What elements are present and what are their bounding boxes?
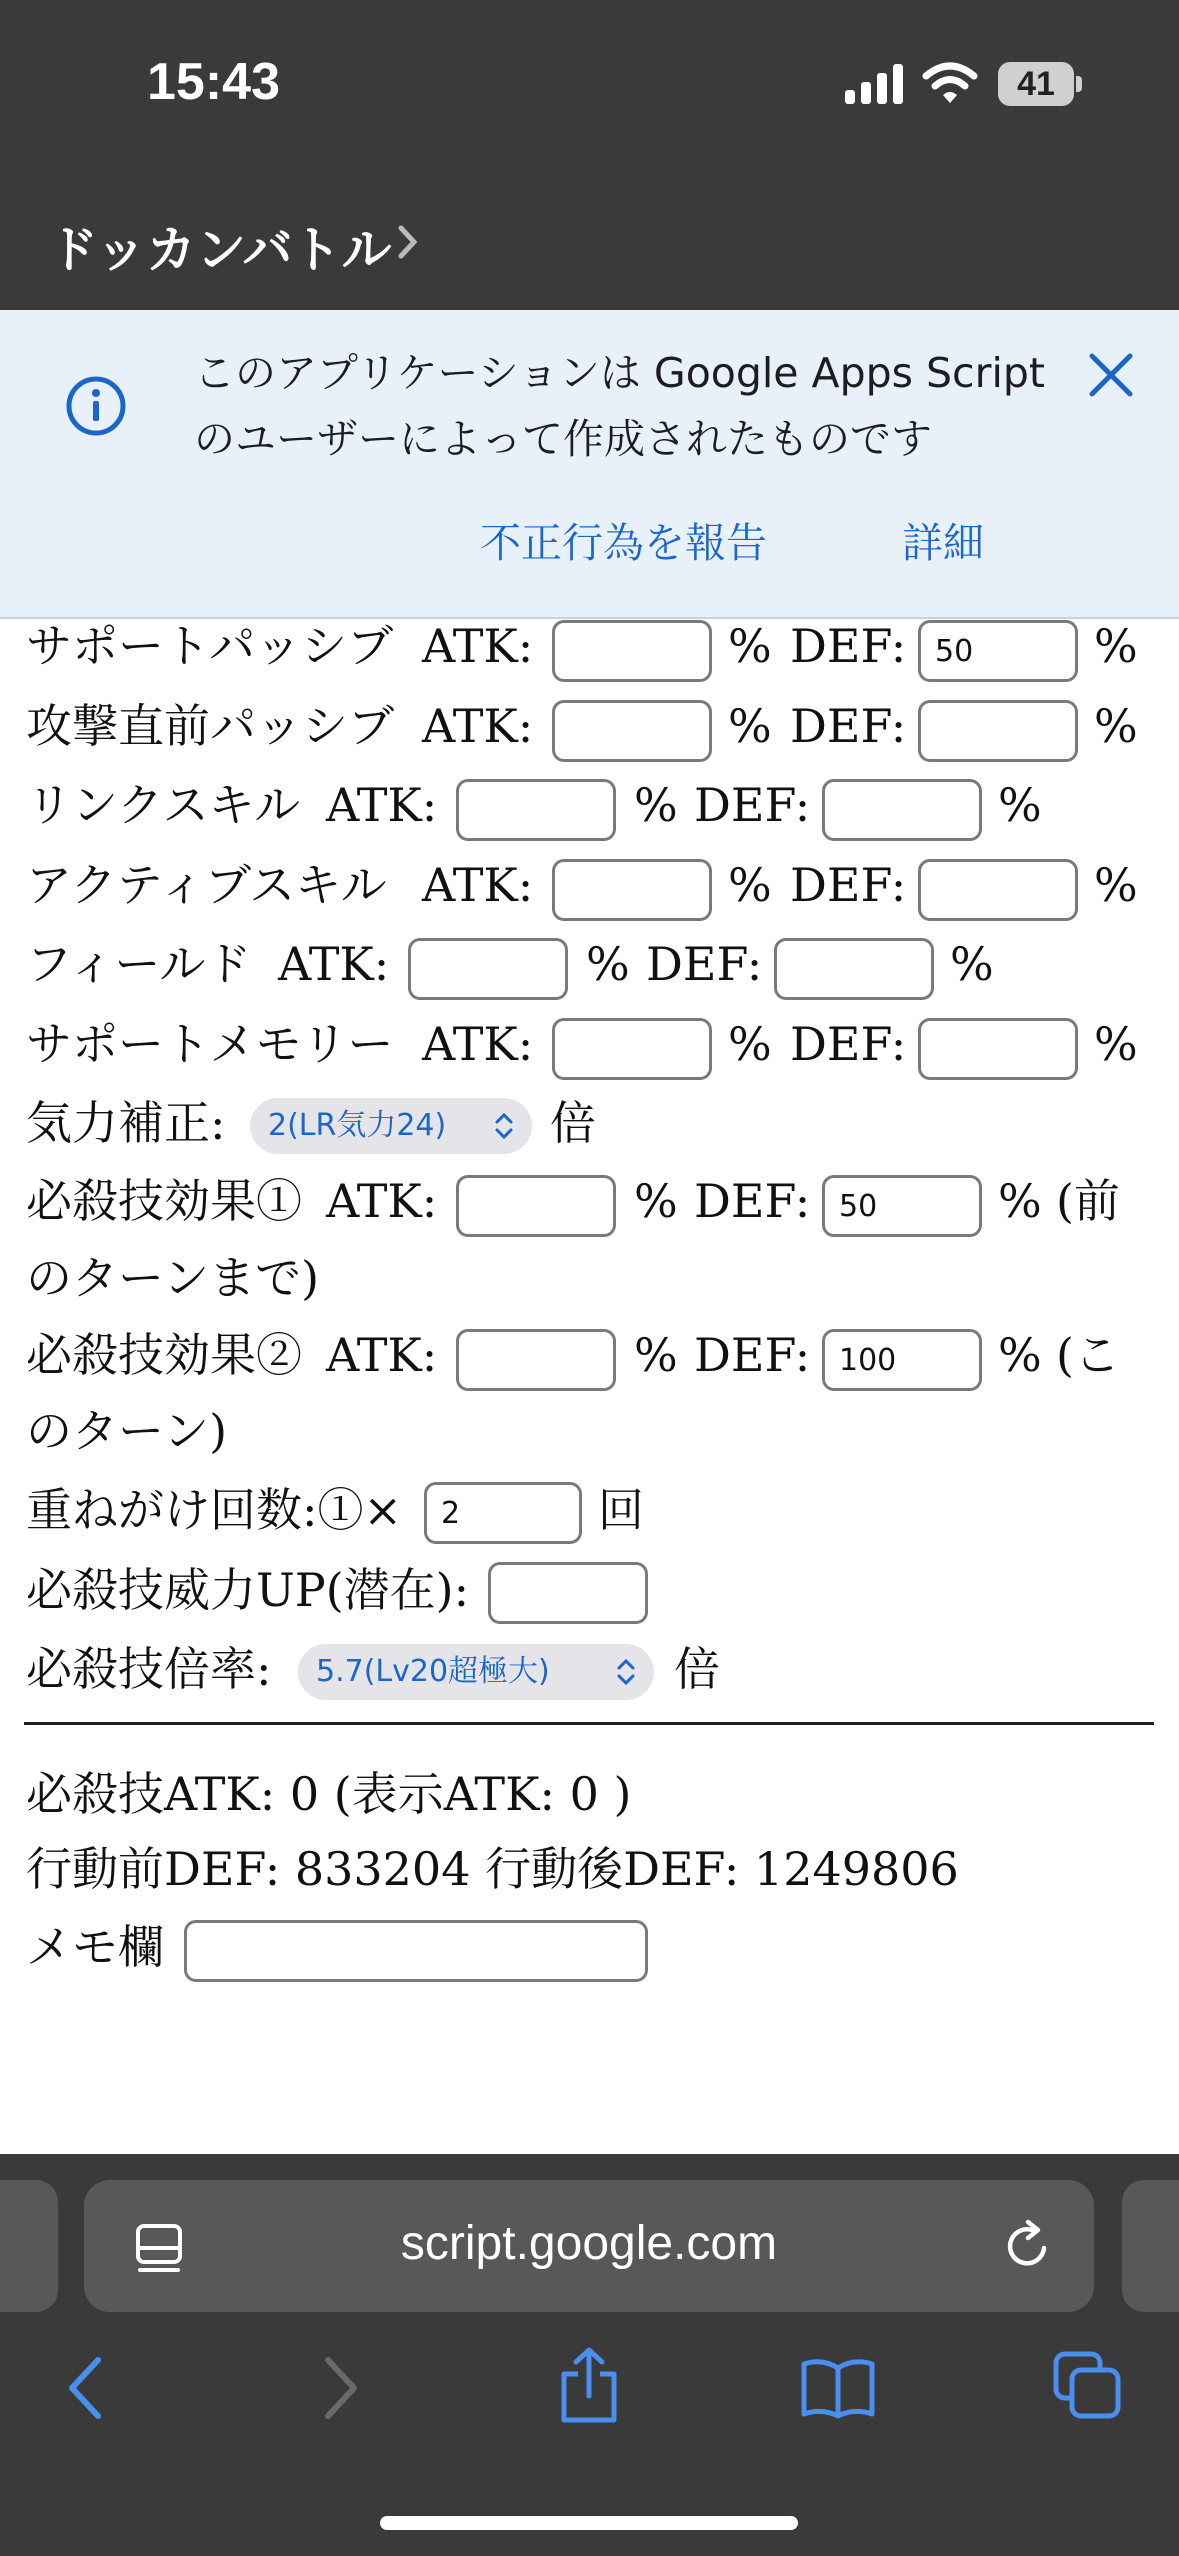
super-multiplier-value: 5.7(Lv20超極大): [316, 1654, 550, 1689]
home-indicator: [380, 2516, 798, 2530]
memo-label: メモ欄: [26, 1920, 164, 1974]
battery-indicator: 41: [998, 62, 1074, 106]
app-title[interactable]: ドッカンバトル: [48, 221, 392, 279]
super-effect-2-note-cont: のターン): [26, 1404, 228, 1458]
atk-label: ATK:: [422, 858, 534, 912]
support-passive-def-input[interactable]: [918, 620, 1078, 682]
percent-label: %: [998, 1174, 1042, 1228]
def-label: DEF:: [694, 1174, 811, 1228]
super-effect-2-label: 必殺技効果②: [26, 1328, 302, 1382]
stack-count-input[interactable]: [424, 1482, 582, 1544]
ki-correction-select[interactable]: [250, 1098, 532, 1154]
super-multiplier-label: 必殺技倍率:: [26, 1642, 272, 1696]
percent-label: %: [586, 937, 630, 991]
atk-label: ATK:: [278, 937, 390, 991]
super-effect-1-def-input[interactable]: [822, 1175, 982, 1237]
report-abuse-link[interactable]: 不正行為を報告: [480, 519, 767, 567]
support-memory-label: サポートメモリー: [26, 1017, 394, 1071]
atk-label: ATK:: [422, 699, 534, 753]
super-effect-1-label: 必殺技効果①: [26, 1174, 302, 1228]
tabs-overview-icon[interactable]: [1052, 2350, 1124, 2422]
super-effect-2-def-input[interactable]: [822, 1329, 982, 1391]
wifi-icon: [922, 62, 978, 104]
status-time: 15:43: [147, 53, 280, 111]
times-label: 倍: [550, 1096, 596, 1150]
def-label: DEF:: [694, 1328, 811, 1382]
percent-label: %: [728, 858, 772, 912]
info-icon: [64, 374, 128, 438]
pre-attack-passive-label: 攻撃直前パッシブ: [26, 699, 394, 753]
percent-label: %: [1094, 858, 1138, 912]
link-skill-label: リンクスキル: [26, 778, 301, 832]
percent-label: %: [634, 1328, 678, 1382]
support-passive-label: サポートパッシブ: [26, 619, 394, 673]
active-skill-label: アクティブスキル: [26, 858, 387, 912]
times-label: 倍: [674, 1642, 720, 1696]
active-skill-def-input[interactable]: [918, 859, 1078, 921]
percent-label: %: [998, 778, 1042, 832]
forward-icon[interactable]: [320, 2356, 360, 2420]
close-icon[interactable]: [1086, 350, 1136, 400]
pre-attack-passive-def-input[interactable]: [918, 700, 1078, 762]
percent-label: %: [1094, 1017, 1138, 1071]
def-label: DEF:: [790, 858, 907, 912]
super-effect-1-note: (前: [1056, 1174, 1120, 1228]
signal-icon: [845, 64, 905, 104]
support-memory-atk-input[interactable]: [552, 1018, 712, 1080]
def-label: DEF:: [646, 937, 763, 991]
percent-label: %: [998, 1328, 1042, 1382]
def-label: DEF:: [790, 699, 907, 753]
super-effect-2-atk-input[interactable]: [456, 1329, 616, 1391]
super-multiplier-select[interactable]: [298, 1644, 654, 1700]
memo-input[interactable]: [184, 1920, 648, 1982]
percent-label: %: [950, 937, 994, 991]
atk-label: ATK:: [326, 1174, 438, 1228]
field-def-input[interactable]: [774, 938, 934, 1000]
super-effect-1-note-cont: のターンまで): [26, 1251, 320, 1305]
support-passive-atk-input[interactable]: [552, 620, 712, 682]
stack-count-label: 重ねがけ回数:①×: [26, 1483, 403, 1537]
percent-label: %: [728, 699, 772, 753]
share-icon[interactable]: [556, 2346, 622, 2426]
field-label: フィールド: [26, 937, 252, 991]
atk-label: ATK:: [422, 1017, 534, 1071]
atk-label: ATK:: [326, 778, 438, 832]
percent-label: %: [728, 619, 772, 673]
link-skill-def-input[interactable]: [822, 779, 982, 841]
link-skill-atk-input[interactable]: [456, 779, 616, 841]
next-tab-peek[interactable]: [1122, 2180, 1179, 2312]
atk-label: ATK:: [422, 619, 534, 673]
def-result: 行動前DEF: 833204 行動後DEF: 1249806: [26, 1842, 959, 1896]
percent-label: %: [634, 1174, 678, 1228]
super-effect-2-note: (こ: [1056, 1328, 1120, 1382]
bookmarks-icon[interactable]: [800, 2356, 876, 2420]
chevron-right-icon: [396, 224, 420, 260]
super-effect-1-atk-input[interactable]: [456, 1175, 616, 1237]
super-power-up-label: 必殺技威力UP(潜在):: [26, 1563, 470, 1617]
percent-label: %: [728, 1017, 772, 1071]
details-link[interactable]: 詳細: [902, 519, 984, 567]
updown-chevron-icon: [494, 1108, 514, 1144]
atk-label: ATK:: [326, 1328, 438, 1382]
banner-message: このアプリケーションは Google Apps Script のユーザーによって作成されたものです: [194, 349, 1045, 463]
percent-label: %: [1094, 619, 1138, 673]
ki-correction-value: 2(LR気力24): [268, 1108, 447, 1143]
support-memory-def-input[interactable]: [918, 1018, 1078, 1080]
back-icon[interactable]: [66, 2356, 106, 2420]
pre-attack-passive-atk-input[interactable]: [552, 700, 712, 762]
reload-icon[interactable]: [1000, 2218, 1056, 2274]
updown-chevron-icon: [616, 1654, 636, 1690]
battery-tip: [1076, 76, 1082, 92]
def-label: DEF:: [790, 619, 907, 673]
previous-tab-peek[interactable]: [0, 2180, 58, 2312]
super-atk-result: 必殺技ATK: 0 (表示ATK: 0 ): [26, 1767, 632, 1821]
field-atk-input[interactable]: [408, 938, 568, 1000]
def-label: DEF:: [790, 1017, 907, 1071]
percent-label: %: [1094, 699, 1138, 753]
divider: [24, 1722, 1154, 1725]
percent-label: %: [634, 778, 678, 832]
super-power-up-input[interactable]: [488, 1562, 648, 1624]
count-unit-label: 回: [598, 1483, 644, 1537]
ki-correction-label: 気力補正:: [26, 1096, 226, 1150]
active-skill-atk-input[interactable]: [552, 859, 712, 921]
url-text[interactable]: script.google.com: [400, 2217, 778, 2270]
def-label: DEF:: [694, 778, 811, 832]
